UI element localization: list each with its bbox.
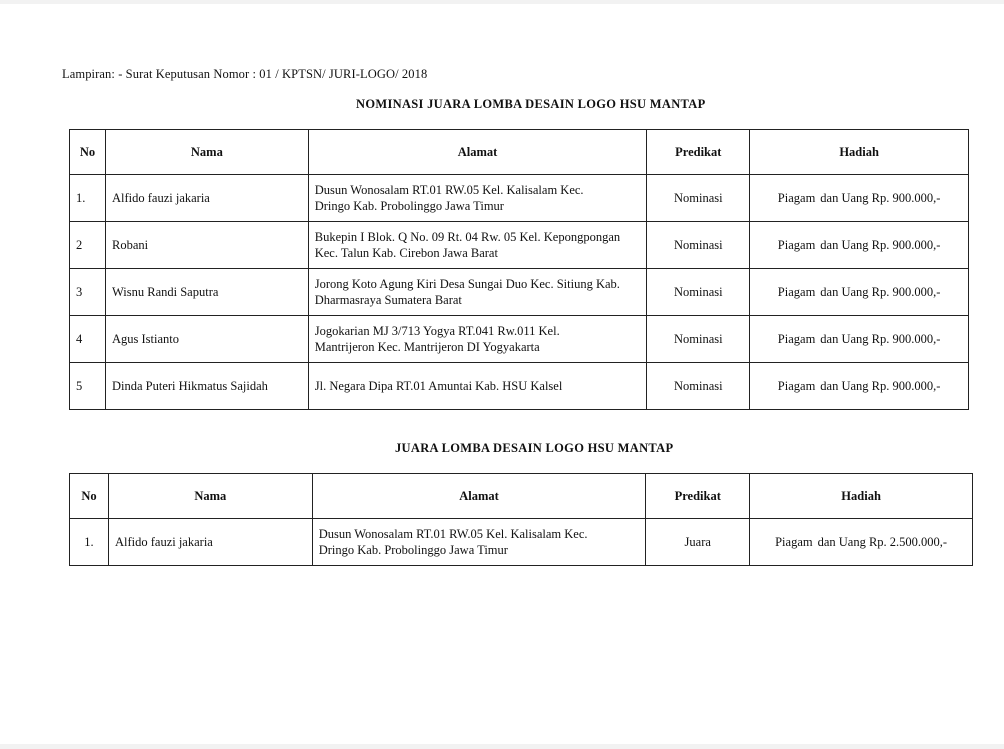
cell-alamat: [308, 316, 647, 363]
cell-predikat: Juara: [646, 519, 750, 566]
lampiran-line: Lampiran: - Surat Keputusan Nomor : 01 / KPTSN/ JURI-LOGO/ 2018: [62, 67, 428, 81]
column-header-predikat: Predikat: [647, 130, 750, 175]
column-header-predikat: Predikat: [646, 474, 750, 519]
cell-nama: Alfido fauzi jakaria: [105, 175, 308, 222]
hadiah-uang: dan Uang Rp. 900.000,-: [820, 285, 941, 299]
hadiah-uang: dan Uang Rp. 900.000,-: [820, 191, 941, 205]
cell-no: 3: [70, 269, 106, 316]
alamat-line: Dusun Wonosalam RT.01 RW.05 Kel. Kalisalam Kec.: [318, 527, 588, 541]
table-row: [70, 269, 969, 316]
column-header-alamat: Alamat: [308, 130, 647, 175]
document-page: [0, 4, 1004, 744]
cell-alamat: [308, 363, 647, 410]
hadiah-uang: dan Uang Rp. 900.000,-: [820, 379, 941, 393]
column-header-alamat: Alamat: [312, 474, 646, 519]
hadiah-piagam: Piagam: [777, 285, 816, 299]
alamat-line: Dusun Wonosalam RT.01 RW.05 Kel. Kalisalam Kec.: [314, 183, 584, 197]
nominasi-table: [69, 129, 969, 410]
table-header-row: [70, 474, 973, 519]
column-header-no: No: [70, 130, 106, 175]
alamat-line: Dringo Kab. Probolinggo Jawa Timur: [318, 543, 508, 557]
cell-alamat: [308, 175, 647, 222]
cell-predikat: Nominasi: [647, 222, 750, 269]
cell-hadiah: [750, 316, 969, 363]
cell-hadiah: [750, 175, 969, 222]
juara-title: JUARA LOMBA DESAIN LOGO HSU MANTAP: [395, 441, 674, 455]
cell-no: 5: [70, 363, 106, 410]
alamat-line: Jl. Negara Dipa RT.01 Amuntai Kab. HSU Kalsel: [314, 379, 563, 393]
alamat-line: Jogokarian MJ 3/713 Yogya RT.041 Rw.011 Kel.: [314, 324, 560, 338]
cell-predikat: Nominasi: [647, 363, 750, 410]
alamat-line: Dharmasraya Sumatera Barat: [314, 293, 462, 307]
cell-alamat: [308, 222, 647, 269]
hadiah-uang: dan Uang Rp. 2.500.000,-: [817, 535, 948, 549]
hadiah-piagam: Piagam: [777, 379, 816, 393]
cell-no: 2: [70, 222, 106, 269]
cell-hadiah: [750, 222, 969, 269]
table-row: [70, 519, 973, 566]
cell-nama: Robani: [105, 222, 308, 269]
table-row: [70, 175, 969, 222]
alamat-line: Kec. Talun Kab. Cirebon Jawa Barat: [314, 246, 498, 260]
cell-nama: Wisnu Randi Saputra: [105, 269, 308, 316]
cell-hadiah: [750, 519, 973, 566]
nominasi-title: NOMINASI JUARA LOMBA DESAIN LOGO HSU MANTAP: [356, 97, 706, 111]
hadiah-uang: dan Uang Rp. 900.000,-: [820, 238, 941, 252]
column-header-hadiah: Hadiah: [750, 130, 969, 175]
cell-predikat: Nominasi: [647, 175, 750, 222]
table-row: [70, 222, 969, 269]
juara-table: [69, 473, 973, 566]
alamat-line: Jorong Koto Agung Kiri Desa Sungai Duo Kec. Sitiung Kab.: [314, 277, 620, 291]
table-header-row: [70, 130, 969, 175]
cell-predikat: Nominasi: [647, 269, 750, 316]
cell-hadiah: [750, 363, 969, 410]
cell-nama: Alfido fauzi jakaria: [108, 519, 312, 566]
column-header-no: No: [70, 474, 109, 519]
table-row: [70, 316, 969, 363]
column-header-nama: Nama: [108, 474, 312, 519]
cell-alamat: [308, 269, 647, 316]
hadiah-uang: dan Uang Rp. 900.000,-: [820, 332, 941, 346]
cell-no: 1.: [70, 519, 109, 566]
cell-nama: Dinda Puteri Hikmatus Sajidah: [105, 363, 308, 410]
cell-hadiah: [750, 269, 969, 316]
table-row: [70, 363, 969, 410]
cell-no: 4: [70, 316, 106, 363]
cell-predikat: Nominasi: [647, 316, 750, 363]
hadiah-piagam: Piagam: [775, 535, 813, 549]
hadiah-piagam: Piagam: [777, 238, 816, 252]
hadiah-piagam: Piagam: [777, 332, 816, 346]
alamat-line: Dringo Kab. Probolinggo Jawa Timur: [314, 199, 504, 213]
cell-no: 1.: [70, 175, 106, 222]
column-header-nama: Nama: [105, 130, 308, 175]
column-header-hadiah: Hadiah: [750, 474, 973, 519]
alamat-line: Bukepin I Blok. Q No. 09 Rt. 04 Rw. 05 Kel. Kepongpongan: [314, 230, 621, 244]
hadiah-piagam: Piagam: [777, 191, 816, 205]
cell-nama: Agus Istianto: [105, 316, 308, 363]
alamat-line: Mantrijeron Kec. Mantrijeron DI Yogyakarta: [314, 340, 540, 354]
cell-alamat: [312, 519, 646, 566]
